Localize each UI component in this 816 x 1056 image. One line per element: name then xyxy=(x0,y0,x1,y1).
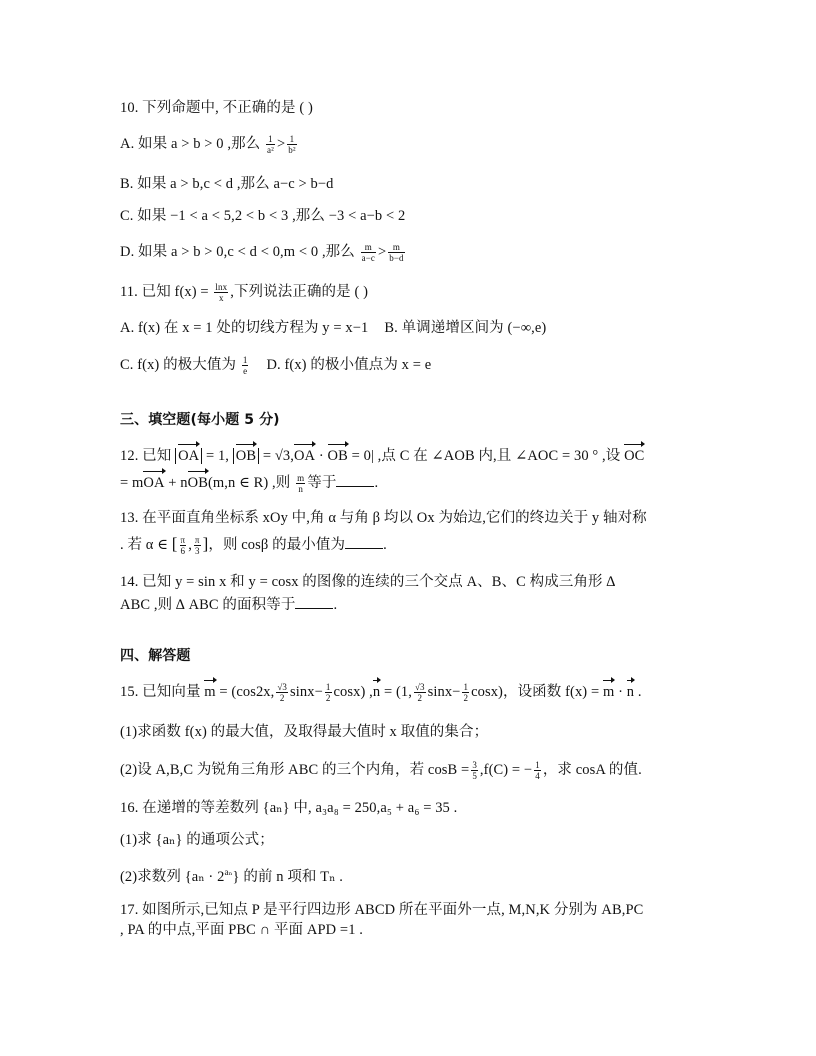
vector-n-2: n xyxy=(626,684,635,700)
q11-option-a: A. f(x) 在 x = 1 处的切线方程为 y = x−1 xyxy=(120,320,369,336)
q12-l2-a: = m xyxy=(120,475,144,491)
q15-text-9: . xyxy=(634,684,642,700)
q10-option-a xyxy=(120,134,299,155)
q13-answer-blank[interactable] xyxy=(345,534,383,549)
q15-text-4: cosx) , xyxy=(333,684,373,700)
vector-m: m xyxy=(204,684,216,700)
q14-line1: 14. 已知 y = sin x 和 y = cosx 的图像的连续的三个交点 A、B、C 构成三角形 ∆ xyxy=(120,574,616,590)
q16-stem: 16. 在递增的等差数列 {aₙ} 中, a₃a₈ = 250,a₅ + a₆ = 35 . xyxy=(120,800,458,816)
q10-a-text: A. 如果 a > b > 0 ,那么 xyxy=(120,136,261,152)
q12-l2-d: 等于 xyxy=(307,475,337,491)
q15-dot: · xyxy=(614,684,627,700)
q17-line1: 17. 如图所示,已知点 P 是平行四边形 ABCD 所在平面外一点, M,N,K 分别为 AB,PC xyxy=(120,902,644,918)
q16-sub2 xyxy=(120,862,343,887)
q12-line1 xyxy=(120,446,644,466)
q11-options-ab xyxy=(120,318,546,338)
q12-text-4: = 0| ,点 C 在 ∠AOB 内,且 ∠AOC = 30 ° ,设 xyxy=(347,448,625,464)
q12-frac: $\frac{m}{n}$ xyxy=(297,473,305,495)
q11-stem-frac: $\frac{\ln x}{x}$ xyxy=(215,282,228,304)
section-4-title: 四、解答题 xyxy=(120,648,191,664)
q12-l2-b: + n xyxy=(164,475,188,491)
q10-option-d xyxy=(120,242,407,263)
q15-text-3: sinx− xyxy=(290,684,323,700)
q15-half-b: $\frac{1}{2}$ xyxy=(463,682,469,704)
vector-ob: OB xyxy=(235,448,257,464)
q11-stem-prefix: 11. 已知 f(x) = xyxy=(120,284,209,300)
q10-stem: 10. 下列命题中, 不正确的是 ( ) xyxy=(120,100,313,116)
q10-d-frac1: $\frac{m}{a-c}$ xyxy=(361,242,375,264)
q10-a-gt: > xyxy=(276,136,286,152)
q16-sub1: (1)求 {aₙ} 的通项公式； xyxy=(120,832,274,848)
q15-text-2: = (cos2x, xyxy=(215,684,275,700)
vector-oa: OA xyxy=(178,448,200,464)
q12-l2-c: (m,n ∈ R) ,则 xyxy=(207,475,291,491)
q12-text-2: = 1, xyxy=(202,448,233,464)
q16-sub2-a: (2)求数列 {aₙ · 2 xyxy=(120,868,225,885)
q15-text-5: = (1, xyxy=(380,684,412,700)
q15-half: $\frac{1}{2}$ xyxy=(325,682,331,704)
q14-answer-blank[interactable] xyxy=(295,594,333,609)
vector-oa-2: OA xyxy=(293,448,316,464)
q14-line2: ABC ,则 ∆ ABC 的面积等于 . xyxy=(120,594,337,615)
q11-option-d: D. f(x) 的极小值点为 x = e xyxy=(266,357,432,373)
q10-a-frac2: $\frac{1}{\text{b²}}$ xyxy=(288,134,296,156)
q15-text-7: cosx)，设函数 f(x) = xyxy=(471,684,603,700)
q15-cosb-frac: $\frac{3}{5}$ xyxy=(472,760,477,782)
q15-sqrt3-over-2: $\frac{√3}{2}$ xyxy=(277,682,288,704)
q10-d-text: D. 如果 a > b > 0,c < d < 0,m < 0 ,那么 xyxy=(120,244,355,260)
q15-sub2-a: (2)设 A,B,C 为锐角三角形 ABC 的三个内角，若 cosB = xyxy=(120,762,470,778)
vector-oa-3: OA xyxy=(143,475,165,491)
q11-stem xyxy=(120,282,368,303)
q16-sub2-b: } 的前 n 项和 Tₙ . xyxy=(232,868,344,885)
q11-option-b: B. 单调递增区间为 (−∞,e) xyxy=(384,320,547,336)
q10-option-b: B. 如果 a > b,c < d ,那么 a−c > b−d xyxy=(120,176,334,192)
section-3-title: 三、填空题(每小题 5 分) xyxy=(120,412,280,428)
q13-interval-a: $\frac{\pi}{6}$ xyxy=(180,535,186,557)
q12-text-3: = √3, xyxy=(259,448,294,464)
q10-d-frac2: $\frac{m}{b-d}$ xyxy=(389,242,404,264)
q15-stem xyxy=(120,682,642,703)
q15-sub1: (1)求函数 f(x) 的最大值，及取得最大值时 x 取值的集合； xyxy=(120,724,489,740)
q12-answer-blank[interactable] xyxy=(336,472,374,487)
vector-oc: OC xyxy=(624,448,645,464)
q15-sub2-c: ，求 cosA 的值. xyxy=(542,762,642,778)
q10-option-c: C. 如果 −1 < a < 5,2 < b < 3 ,那么 −3 < a−b < 2 xyxy=(120,208,406,224)
q13-interval-b: $\frac{\pi}{3}$ xyxy=(194,535,200,557)
vector-n: n xyxy=(372,684,381,700)
q12-text-1: 12. 已知 xyxy=(120,448,176,464)
q11-options-cd xyxy=(120,355,431,376)
q15-sub2-b: ,f(C) = − xyxy=(479,762,533,778)
q12-dot: · xyxy=(315,448,328,464)
vector-ob-2: OB xyxy=(327,448,348,464)
q15-sqrt3-over-2-b: $\frac{√3}{2}$ xyxy=(414,682,425,704)
q16-sub2-exponent: aₙ xyxy=(224,867,233,877)
q14-l2-text: ABC ,则 ∆ ABC 的面积等于 xyxy=(120,597,296,613)
q13-line1: 13. 在平面直角坐标系 xOy 中,角 α 与角 β 均以 Ox 为始边,它们的终边关于 y 轴对称 xyxy=(120,510,647,526)
vector-m-2: m xyxy=(602,684,615,700)
q13-l2-b: ，则 cosβ 的最小值为 xyxy=(208,537,346,553)
q15-text-1: 15. 已知向量 xyxy=(120,684,205,700)
q10-d-gt: > xyxy=(378,244,387,260)
q15-sub2 xyxy=(120,760,642,781)
q11-stem-suffix: ,下列说法正确的是 ( ) xyxy=(230,284,369,300)
q15-text-6: sinx− xyxy=(427,684,461,700)
q10-a-frac1: $\frac{1}{\text{a²}}$ xyxy=(267,134,274,156)
q12-line2: = mOA + nOB(m,n ∈ R) ,则 $\frac{m}{n}$ 等于 . xyxy=(120,473,379,495)
q15-fc-frac: $\frac{1}{4}$ xyxy=(535,760,540,782)
q11-option-c: C. f(x) 的极大值为 xyxy=(120,357,237,373)
q17-line2: , PA 的中点,平面 PBC ∩ 平面 APD =1 . xyxy=(120,922,363,938)
q11-c-frac: $\frac{1}{e}$ xyxy=(242,355,248,377)
vector-ob-3: OB xyxy=(187,475,208,491)
q13-line2: . 若 α ∈ [ $\frac{\pi}{6}$ , $\frac{\pi}{3}$ ]，则 cosβ 的最小值为 . xyxy=(120,534,387,557)
q13-l2-a: . 若 α ∈ xyxy=(120,537,169,553)
